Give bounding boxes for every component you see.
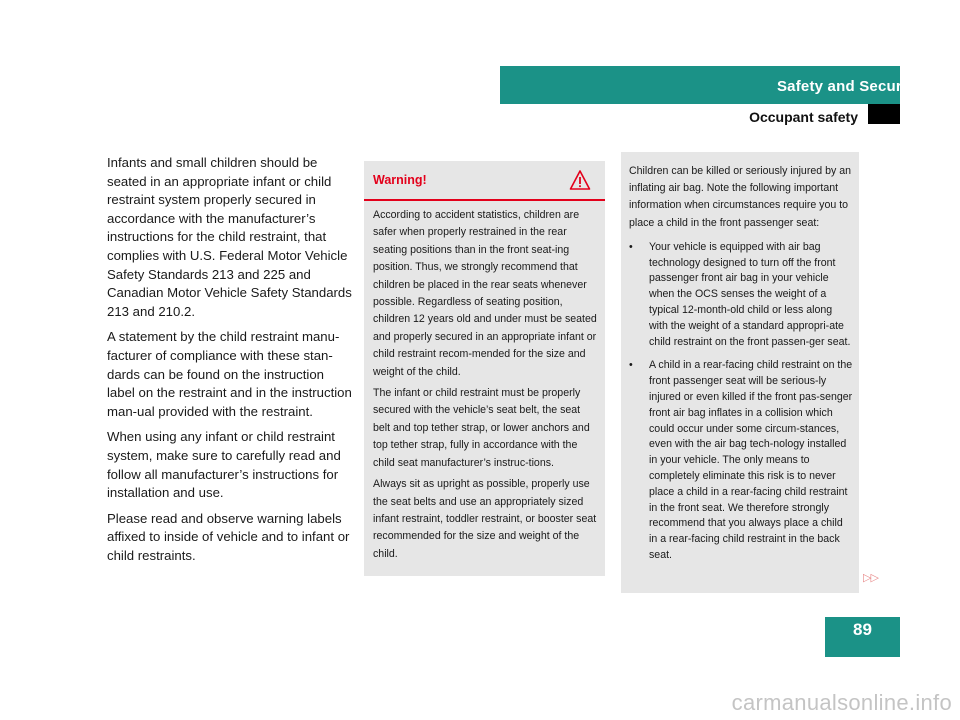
warning-triangle-icon <box>569 169 591 191</box>
warning-paragraph: Always sit as upright as possible, properly use the seat belts and use an appropriately sized infant restraint, toddler restraint, or booster seat recommended for the size and weight of the child. <box>373 478 597 560</box>
list-item <box>629 358 853 563</box>
body-text-column <box>107 154 355 572</box>
list-item-text: Your vehicle is equipped with air bag technology designed to turn off the front passenger front air bag in your vehicle when the OCS senses the weight of a typical 12-month-old child or less along with the weight of a standard appropri-ate child restraint on the front passen-ger seat. <box>649 240 851 348</box>
warning-title: Warning! <box>373 173 427 187</box>
body-paragraph: A statement by the child restraint manu-facturer of compliance with these stan-dards can be found on the instruction label on the restraint and in the instruction man-ual provided with the restraint. <box>107 329 352 419</box>
warning-box <box>364 161 605 576</box>
warning-body <box>364 201 605 563</box>
body-paragraph: Infants and small children should be seated in an appropriate infant or child restraint system properly secured in accordance with the manufacturer’s instructions for the child restraint, that complies with U.S. Federal Motor Vehicle Safety Standards 213 and 225 and Canadian Motor Vehicle Safety Standards 213 and 210.2. <box>107 155 352 319</box>
subsection-title: Occupant safety <box>749 109 858 125</box>
info-body <box>621 152 859 564</box>
info-bullet-list <box>629 240 853 564</box>
continue-arrows-icon: ▷▷ <box>863 572 878 584</box>
watermark: carmanualsonline.info <box>731 690 952 715</box>
info-box <box>621 152 859 593</box>
bullet-icon: • <box>629 240 633 253</box>
list-item-text: A child in a rear-facing child restraint on the front passenger seat will be serious-ly injured or even killed if the front pas-senger front air bag inflates in a collision which could occur under some circum-stances, even with the air bag tech-nology installed in your vehicle. The only means to completely eliminate this risk is to never place a child in a rear-facing child restraint in the front seat. We therefore strongly recommend that you always place a child in a rear-facing child restraint in the back seat. <box>649 359 853 561</box>
body-paragraph: Please read and observe warning labels affixed to inside of vehicle and to infant or child restraints. <box>107 510 350 563</box>
info-intro: Children can be killed or seriously injured by an inflating air bag. Note the following important information when circumstances require you to place a child in the front passenger seat: <box>629 165 851 229</box>
body-paragraph: When using any infant or child restraint system, make sure to carefully read and follow all manufacturer’s instructions for installation and use. <box>107 429 341 501</box>
warning-header <box>364 161 605 201</box>
warning-paragraph: According to accident statistics, children are safer when properly restrained in the rear seating positions than in the front seat-ing position. Thus, we strongly recommend that children be placed in the rear seats whenever possible. Regardless of seating position, children 12 years old and under must be seated and properly secured in an appropriate infant or child restraint recom-mended for the size and weight of the child. <box>373 209 597 378</box>
page-number: 89 <box>853 620 872 639</box>
bullet-icon: • <box>629 359 633 372</box>
list-item <box>629 240 853 351</box>
section-title: Safety and Security <box>776 78 920 95</box>
warning-paragraph: The infant or child restraint must be properly secured with the vehicle’s seat belt, the seat belt and top tether strap, or lower anchors and top tether strap, fully in accordance with the child seat manufacturer’s instruc-tions. <box>373 387 590 469</box>
page-number-box <box>825 617 900 657</box>
header-marker <box>868 104 900 124</box>
